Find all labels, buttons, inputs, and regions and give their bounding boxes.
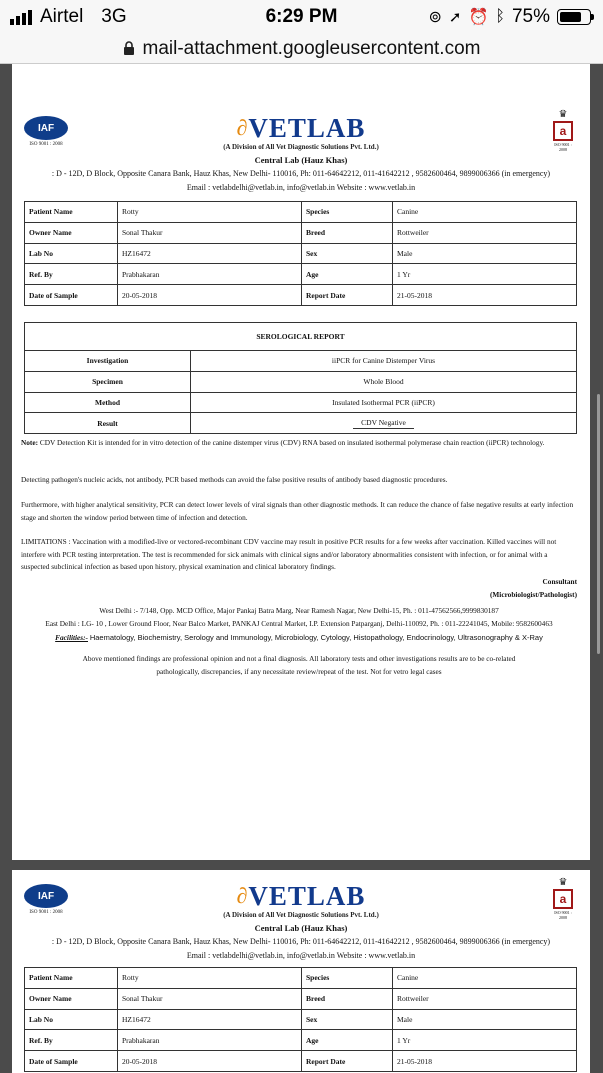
facilities: Haematology, Biochemistry, Serology and Immunology, Microbiology, Cytology, Histopathology, Endocrinology, Ultrasonography & X-Ray <box>89 633 543 642</box>
patient-info-table <box>24 967 577 1072</box>
patient-name: Rotty <box>118 968 302 989</box>
brand-tagline: (A Division of All Vet Diagnostic Solutions Pvt. Ltd.) <box>223 911 379 919</box>
cell-label: Method <box>25 392 191 413</box>
vetlab-logo <box>12 882 590 919</box>
table-row <box>25 1030 577 1051</box>
iaf-logo-text: IAF <box>24 116 68 140</box>
cell-label: Patient Name <box>25 202 118 223</box>
network-type: 3G <box>101 6 127 27</box>
cell-label: Ref. By <box>25 1030 118 1051</box>
lock-icon <box>123 41 135 56</box>
url-text: mail-attachment.googleusercontent.com <box>142 37 481 59</box>
breed: Rottweiler <box>393 988 577 1009</box>
location-icon: ➚ <box>448 9 462 26</box>
species: Canine <box>393 968 577 989</box>
report-page <box>12 870 590 1073</box>
table-row <box>25 285 577 306</box>
result-cell <box>191 413 577 434</box>
cell-label: Date of Sample <box>25 1051 118 1072</box>
cert-caption: ISO 9001 : 2008 <box>554 142 572 152</box>
status-bar <box>0 0 603 34</box>
age: 1 Yr <box>393 264 577 285</box>
alarm-icon: ⏰ <box>468 9 489 26</box>
cell-label: Lab No <box>25 1009 118 1030</box>
paragraph: Detecting pathogen's nucleic acids, not antibody, PCR based methods can avoid the false positive results of antibody based diagnostic procedures. <box>21 475 448 484</box>
ref-by: Prabhakaran <box>118 1030 302 1051</box>
cell-label: Specimen <box>25 371 191 392</box>
battery-percent: 75% <box>511 6 550 27</box>
specimen: Whole Blood <box>191 371 577 392</box>
cell-label: Owner Name <box>25 222 118 243</box>
table-row <box>25 222 577 243</box>
cell-label: Lab No <box>25 243 118 264</box>
brand-symbol: ∂ <box>236 883 249 908</box>
note-label: Note: <box>21 438 39 447</box>
west-delhi-address: West Delhi :- 7/148, Opp. MCD Office, Major Pankaj Batra Marg, Near Ramesh Nagar, New Delhi-15, Ph. : 011-47562566,9999830187 <box>99 606 499 615</box>
cell-label: Species <box>302 202 393 223</box>
table-row <box>25 1051 577 1072</box>
limitations-paragraph: LIMITATIONS : Vaccination with a modified-live or vectored-recombinant CDV vaccine may result in positive PCR results for a few weeks after vaccination. Killed vaccines will not interfere with PCR testing interpretation. The test is recommended for sick animals with clinical signs and/or laboratory abnormalities consistent with infection, or for animal with a suspected subclinical infection as based upon history, physical examination and clinical laboratory findings. <box>21 537 557 572</box>
carrier-name: Airtel <box>40 6 84 27</box>
table-row <box>25 413 577 434</box>
sex: Male <box>393 243 577 264</box>
table-row <box>25 264 577 285</box>
lab-address: : D - 12D, D Block, Opposite Canara Bank, Hauz Khas, New Delhi- 110016, Ph: 011-64642212, 011-41642212 , 9582600464, 9899006366 (in emergency) <box>51 169 551 178</box>
facilities-label: Facilities:- <box>55 633 88 642</box>
age: 1 Yr <box>393 1030 577 1051</box>
crown-icon: ♛ <box>558 877 568 888</box>
lab-email: Email : vetlabdelhi@vetlab.in, info@vetlab.in Website : www.vetlab.in <box>186 183 416 192</box>
lab-title: Central Lab (Hauz Khas) <box>254 155 348 165</box>
ref-by: Prabhakaran <box>118 264 302 285</box>
table-row <box>25 988 577 1009</box>
cell-label: Breed <box>302 222 393 243</box>
consultant-label: Consultant <box>542 577 577 586</box>
cell-label: Species <box>302 968 393 989</box>
bluetooth-icon: ᛒ <box>495 8 505 25</box>
serological-report-table <box>24 322 577 434</box>
iaf-caption: ISO 9001 : 2008 <box>29 142 63 147</box>
owner-name: Sonal Thakur <box>118 222 302 243</box>
iaf-caption: ISO 9001 : 2008 <box>29 910 63 915</box>
brand-name: VETLAB <box>248 881 366 911</box>
cell-label: Investigation <box>25 351 191 372</box>
cell-label: Ref. By <box>25 264 118 285</box>
note-paragraph <box>21 437 577 450</box>
cell-label: Patient Name <box>25 968 118 989</box>
brand-name: VETLAB <box>248 113 366 143</box>
brand-tagline: (A Division of All Vet Diagnostic Solutions Pvt. Ltd.) <box>223 143 379 151</box>
cell-label: Result <box>25 413 191 434</box>
clock: 6:29 PM <box>265 6 338 27</box>
lab-email: Email : vetlabdelhi@vetlab.in, info@vetlab.in Website : www.vetlab.in <box>186 951 416 960</box>
report-page <box>12 64 590 860</box>
disclaimer: Above mentioned findings are professional opinion and not a final diagnosis. All laboratory tests and other investigations results are to be co-related pathologically, discrepancies, if any necessitate review/repeat of the test. Not for vetro legal cases <box>82 654 516 676</box>
sex: Male <box>393 1009 577 1030</box>
owner-name: Sonal Thakur <box>118 988 302 1009</box>
battery-icon <box>557 9 591 25</box>
paragraph: Furthermore, with higher analytical sensitivity, PCR can detect lower levels of viral signals than other diagnostic methods. It can reduce the chance of false negative results at early infection stage and shorten the window period between time of infection and detection. <box>21 500 574 522</box>
patient-info-table <box>24 201 577 306</box>
method: Insulated Isothermal PCR (iiPCR) <box>191 392 577 413</box>
cell-label: Owner Name <box>25 988 118 1009</box>
note-text: CDV Detection Kit is intended for in vitro detection of the canine distemper virus (CDV) RNA based on insulated isothermal polymerase chain reaction (iiPCR) technology. <box>39 438 545 447</box>
cert-caption: ISO 9001 : 2008 <box>554 910 572 920</box>
cell-label: Sex <box>302 1009 393 1030</box>
table-row <box>25 351 577 372</box>
consultant-role: (Microbiologist/Pathologist) <box>489 590 577 599</box>
cell-label: Breed <box>302 988 393 1009</box>
report-date: 21-05-2018 <box>393 1051 577 1072</box>
breed: Rottweiler <box>393 222 577 243</box>
investigation: iiPCR for Canine Distemper Virus <box>191 351 577 372</box>
cell-label: Sex <box>302 243 393 264</box>
table-row <box>25 968 577 989</box>
lab-title: Central Lab (Hauz Khas) <box>254 923 348 933</box>
table-row <box>25 392 577 413</box>
species: Canine <box>393 202 577 223</box>
date-of-sample: 20-05-2018 <box>118 285 302 306</box>
table-row <box>25 323 577 351</box>
cell-label: Report Date <box>302 285 393 306</box>
table-row <box>25 202 577 223</box>
serology-title: SEROLOGICAL REPORT <box>25 323 577 351</box>
table-row <box>25 371 577 392</box>
lab-no: HZ16472 <box>118 1009 302 1030</box>
cell-label: Date of Sample <box>25 285 118 306</box>
iaf-logo-text: IAF <box>24 884 68 908</box>
cell-label: Report Date <box>302 1051 393 1072</box>
cell-label: Age <box>302 1030 393 1051</box>
crown-icon: ♛ <box>558 109 568 120</box>
lab-address: : D - 12D, D Block, Opposite Canara Bank, Hauz Khas, New Delhi- 110016, Ph: 011-64642212, 011-41642212 , 9582600464, 9899006366 (in emergency) <box>51 937 551 946</box>
certification-logo: ♛ a ISO 9001 : 2008 <box>550 110 576 152</box>
scrollbar[interactable] <box>597 394 600 654</box>
table-row <box>25 243 577 264</box>
brand-symbol: ∂ <box>236 115 249 140</box>
facilities-line <box>21 632 577 645</box>
lab-no: HZ16472 <box>118 243 302 264</box>
certification-logo: ♛ a ISO 9001 : 2008 <box>550 878 576 920</box>
east-delhi-address: East Delhi : LG- 10 , Lower Ground Floor, Near Balco Market, PANKAJ Central Market, I.P. Extension Patparganj, Delhi-110092, Ph. : 011-22241045, Mobile: 9582600463 <box>45 619 553 628</box>
vetlab-logo <box>12 114 590 151</box>
document-viewer[interactable] <box>0 64 603 1073</box>
address-bar[interactable] <box>0 34 603 64</box>
patient-name: Rotty <box>118 202 302 223</box>
cell-label: Age <box>302 264 393 285</box>
result: CDV Negative <box>353 418 414 429</box>
rotation-lock-icon: ⊚ <box>428 9 442 26</box>
date-of-sample: 20-05-2018 <box>118 1051 302 1072</box>
report-date: 21-05-2018 <box>393 285 577 306</box>
table-row <box>25 1009 577 1030</box>
